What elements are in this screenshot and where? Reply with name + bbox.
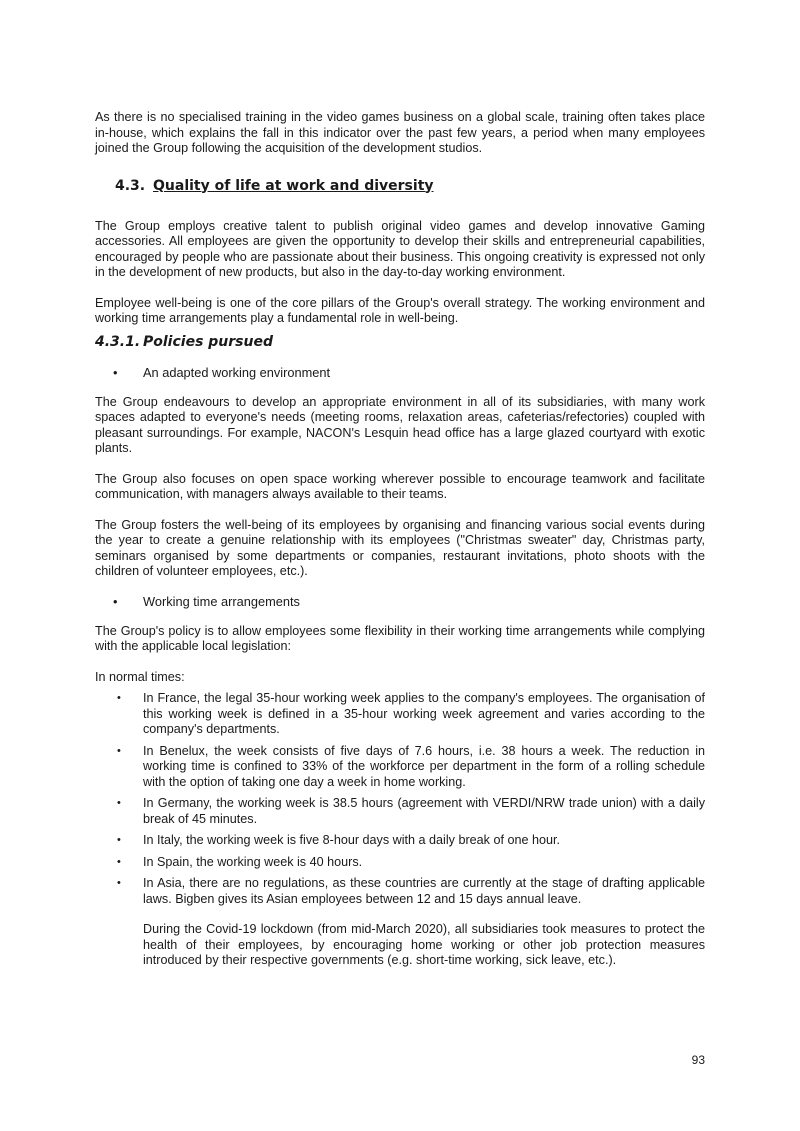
list-item-text: In France, the legal 35-hour working week applies to the company's employees. The organisation of this working week is defined in a 35-hour working week agreement and varies according to the company's departments. xyxy=(143,691,705,736)
working-environment-paragraph: The Group fosters the well-being of its employees by organising and financing various social events during the year to create a genuine relationship with its employees ("Christmas sweater" day, Christmas party, seminars organised by some departments or companies, restaurant invitations, photo shoots with the children of volunteer employees, etc.). xyxy=(95,517,705,578)
bullet-heading-working-environment xyxy=(95,365,705,382)
section-number: 4.3. xyxy=(115,177,146,194)
page-number: 93 xyxy=(691,1053,705,1067)
list-bullet: • xyxy=(117,744,121,757)
list-item-text: In Spain, the working week is 40 hours. xyxy=(143,854,363,869)
covid-paragraph: During the Covid-19 lockdown (from mid-March 2020), all subsidiaries took measures to protect the health of their employees, by encouraging home working or other job protection measures introduced by their respective governments (e.g. short-time working, sick leave, etc.). xyxy=(143,922,705,967)
working-environment-paragraph: The Group also focuses on open space working wherever possible to encourage teamwork and facilitate communication, with managers always available to their teams. xyxy=(95,471,705,501)
list-item xyxy=(95,691,705,738)
subsection-title: Policies pursued xyxy=(143,333,273,350)
list-item-text: In Germany, the working week is 38.5 hours (agreement with VERDI/NRW trade union) with a daily break of 45 minutes. xyxy=(143,796,705,826)
bullet-heading-label: Working time arrangements xyxy=(143,593,300,609)
section-paragraph: The Group employs creative talent to publish original video games and develop innovative Gaming accessories. All employees are given the opportunity to develop their skills and entrepreneurial capabilities, encouraged by people who are passionate about their business. This ongoing creativity is expressed not only in the development of new products, but also in the day-to-day working environment. xyxy=(95,218,705,279)
section-heading xyxy=(115,179,705,199)
document-page xyxy=(95,110,705,969)
list-item xyxy=(95,833,705,849)
list-item-text: In Asia, there are no regulations, as these countries are currently at the stage of drafting applicable laws. Bigben gives its Asian employees between 12 and 15 days annual leave. xyxy=(143,876,705,906)
subsection-number: 4.3.1. xyxy=(95,333,141,350)
bullet-dot: • xyxy=(113,364,118,380)
list-bullet: • xyxy=(117,797,121,809)
list-bullet: • xyxy=(117,834,121,846)
working-time-paragraph: The Group's policy is to allow employees some flexibility in their working time arrangements while complying with the applicable local legislation: xyxy=(95,623,705,653)
list-item-text: In Benelux, the week consists of five days of 7.6 hours, i.e. 38 hours a week. The reduction in working time is confined to 33% of the workforce per department in the form of a rolling schedule with the option of taking one day a week in home working. xyxy=(143,743,705,789)
list-item xyxy=(95,855,705,871)
bullet-dot: • xyxy=(113,593,118,609)
intro-paragraph: As there is no specialised training in the video games business on a global scale, training often takes place in-house, which explains the fall in this indicator over the past few years, a period when many employees joined the Group following the acquisition of the development studios. xyxy=(95,110,705,155)
list-item xyxy=(95,796,705,827)
list-item xyxy=(95,876,705,969)
list-bullet: • xyxy=(117,877,121,889)
bullet-heading-working-time xyxy=(95,594,705,611)
list-item xyxy=(95,744,705,791)
list-bullet: • xyxy=(117,692,121,704)
bullet-heading-label: An adapted working environment xyxy=(143,364,331,380)
list-bullet: • xyxy=(117,855,121,868)
working-environment-paragraph: The Group endeavours to develop an appropriate environment in all of its subsidiaries, with many work spaces adapted to everyone's needs (meeting rooms, relaxation areas, cafeterias/refectories) coupled with pleasant surroundings. For example, NACON's Lesquin head office has a large glazed courtyard with exotic plants. xyxy=(95,394,705,455)
section-title: Quality of life at work and diversity xyxy=(153,177,434,194)
subsection-heading xyxy=(95,335,705,355)
normal-times-label: In normal times: xyxy=(95,669,185,684)
section-paragraph: Employee well-being is one of the core pillars of the Group's overall strategy. The working environment and working time arrangements play a fundamental role in well-being. xyxy=(95,295,705,325)
list-item-text: In Italy, the working week is five 8-hour days with a daily break of one hour. xyxy=(143,833,560,847)
